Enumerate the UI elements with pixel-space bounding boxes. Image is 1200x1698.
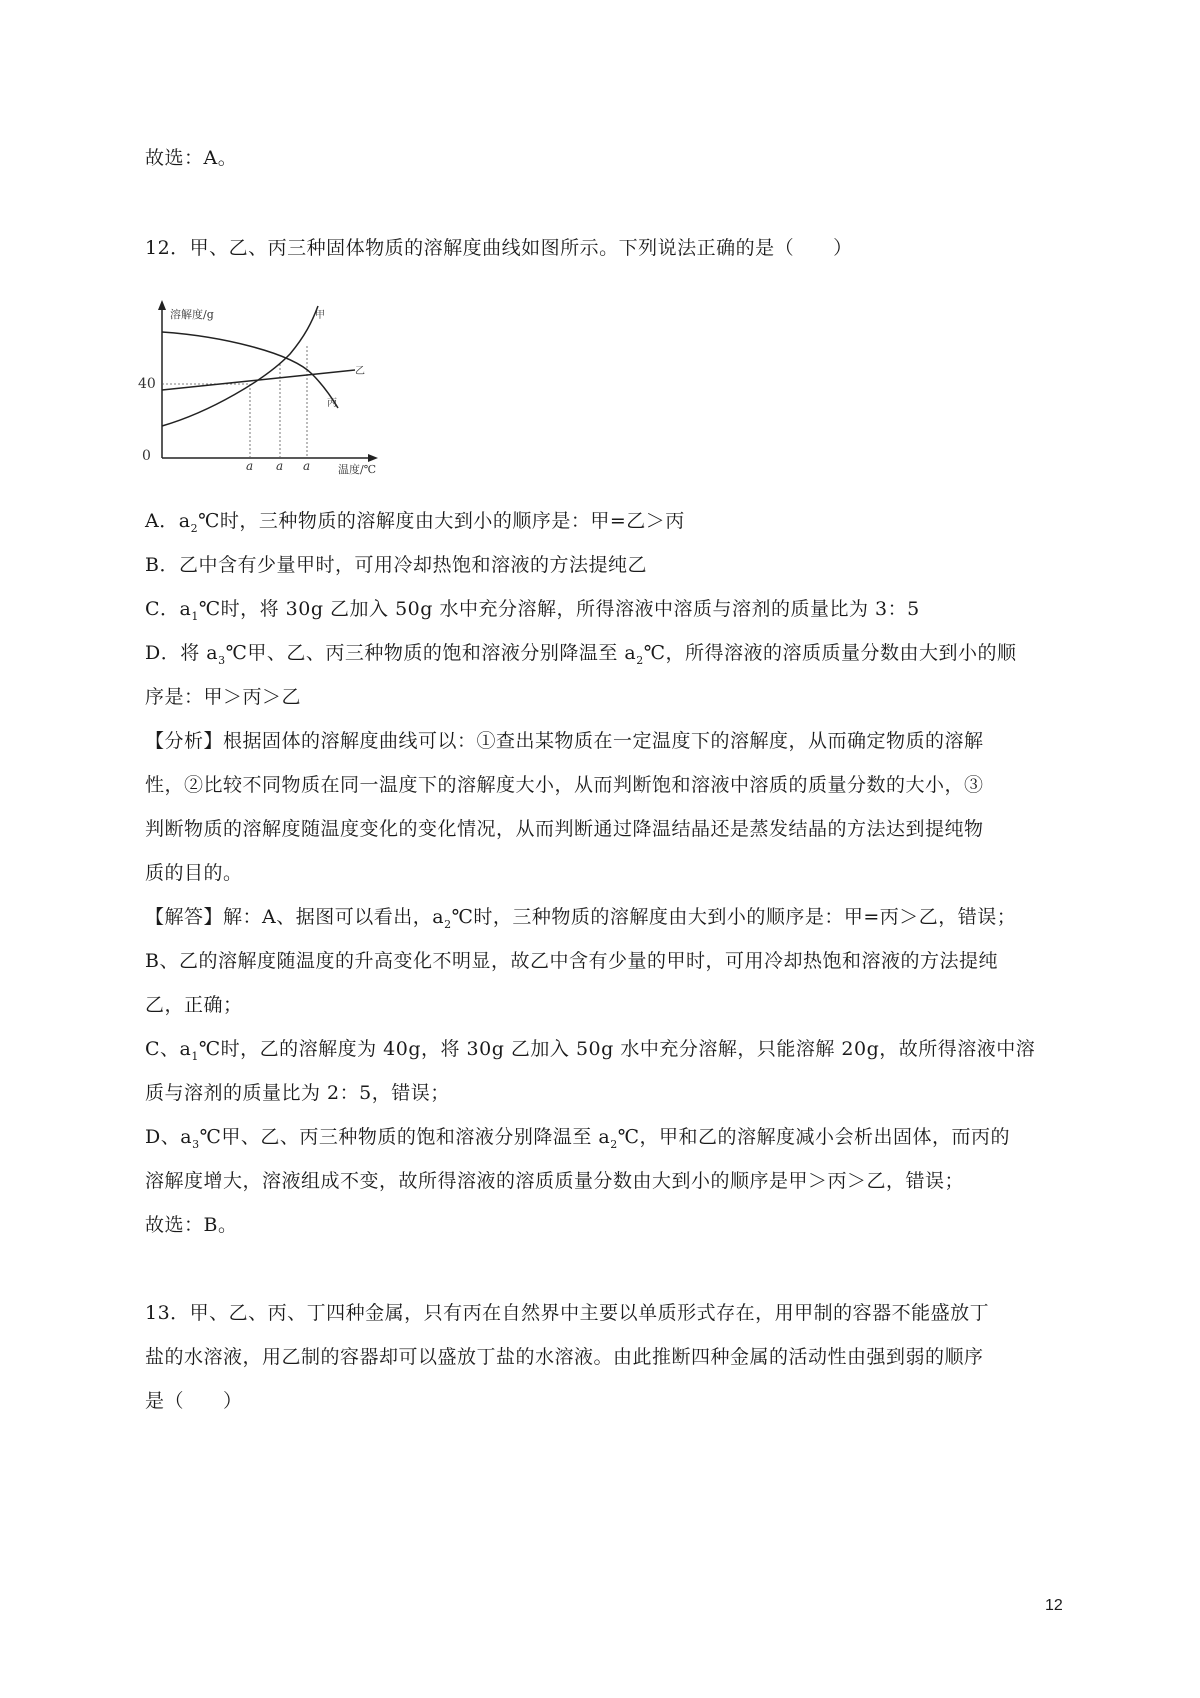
y-tick-40: 40 [138,376,156,392]
page-number: 12 [1045,1597,1063,1614]
y-axis-label: 溶解度/g [170,308,214,321]
curve-label-jia: 甲 [315,310,325,321]
x-tick-a2: a [276,459,284,473]
previous-answer: 故选：A。 [145,147,238,169]
answer-line-5: 质与溶剂的质量比为 2：5，错误； [145,1082,450,1104]
analysis-line-2: 性，②比较不同物质在同一温度下的溶解度大小，从而判断饱和溶液中溶质的质量分数的大小，③ [145,774,984,796]
curve-yi [162,370,355,390]
x-tick-a3: a [303,459,311,473]
analysis-line-1: 【分析】根据固体的溶解度曲线可以：①查出某物质在一定温度下的溶解度，从而确定物质的溶解 [145,730,984,752]
answer-line-7: 溶解度增大，溶液组成不变，故所得溶液的溶质质量分数由大到小的顺序是甲＞丙＞乙，错误； [145,1170,965,1192]
question-12-stem: 12．甲、乙、丙三种固体物质的溶解度曲线如图所示。下列说法正确的是（ ） [145,237,853,259]
x-axis-label: 温度/℃ [338,463,377,476]
option-a: A．$a_2℃$时，三种物质的溶解度由大到小的顺序是：甲=乙＞丙 [145,510,685,535]
question-13-line-3: 是（ ） [145,1390,243,1412]
analysis-line-4: 质的目的。 [145,862,243,884]
solubility-curve-figure [140,300,390,482]
question-13-line-2: 盐的水溶液，用乙制的容器却可以盛放丁盐的水溶液。由此推断四种金属的活动性由强到弱的顺序 [145,1346,984,1368]
origin-label: 0 [142,448,151,464]
answer-line-2: B、乙的溶解度随温度的升高变化不明显，故乙中含有少量的甲时，可用冷却热饱和溶液的方法提纯 [145,950,998,972]
curve-label-bing: 丙 [327,398,337,409]
answer-line-1: 【解答】解：A、据图可以看出，$a_2℃$时，三种物质的溶解度由大到小的顺序是：甲=丙＞乙，错误； [145,906,1017,931]
final-answer: 故选：B。 [145,1214,238,1236]
x-tick-a1: a [246,459,254,473]
option-d-line-1: D．将 $a_3℃$甲、乙、丙三种物质的饱和溶液分别降温至 $a_2℃$，所得溶液的溶质质量分数由大到小的顺 [145,642,1017,667]
question-13-line-1: 13．甲、乙、丙、丁四种金属，只有丙在自然界中主要以单质形式存在，用甲制的容器不能盛放丁 [145,1302,990,1324]
option-b: B．乙中含有少量甲时，可用冷却热饱和溶液的方法提纯乙 [145,554,647,576]
answer-line-6: D、$a_3℃$甲、乙、丙三种物质的饱和溶液分别降温至 $a_2℃$，甲和乙的溶解度减小会析出固体，而丙的 [145,1126,1010,1151]
option-d-line-2: 序是：甲＞丙＞乙 [145,686,302,708]
option-c: C．$a_1℃$时，将 30g 乙加入 50g 水中充分溶解，所得溶液中溶质与溶剂的质量比为 3：5 [145,598,920,623]
analysis-line-3: 判断物质的溶解度随温度变化的变化情况，从而判断通过降温结晶还是蒸发结晶的方法达到提纯物 [145,818,984,840]
curve-label-yi: 乙 [355,366,365,377]
y-axis-arrow [158,300,166,310]
x-axis-arrow [368,454,378,462]
answer-line-3: 乙，正确； [145,994,243,1016]
answer-line-4: C、$a_1℃$时，乙的溶解度为 40g，将 30g 乙加入 50g 水中充分溶解，只能溶解 20g，故所得溶液中溶 [145,1038,1036,1063]
curve-jia [162,306,318,426]
